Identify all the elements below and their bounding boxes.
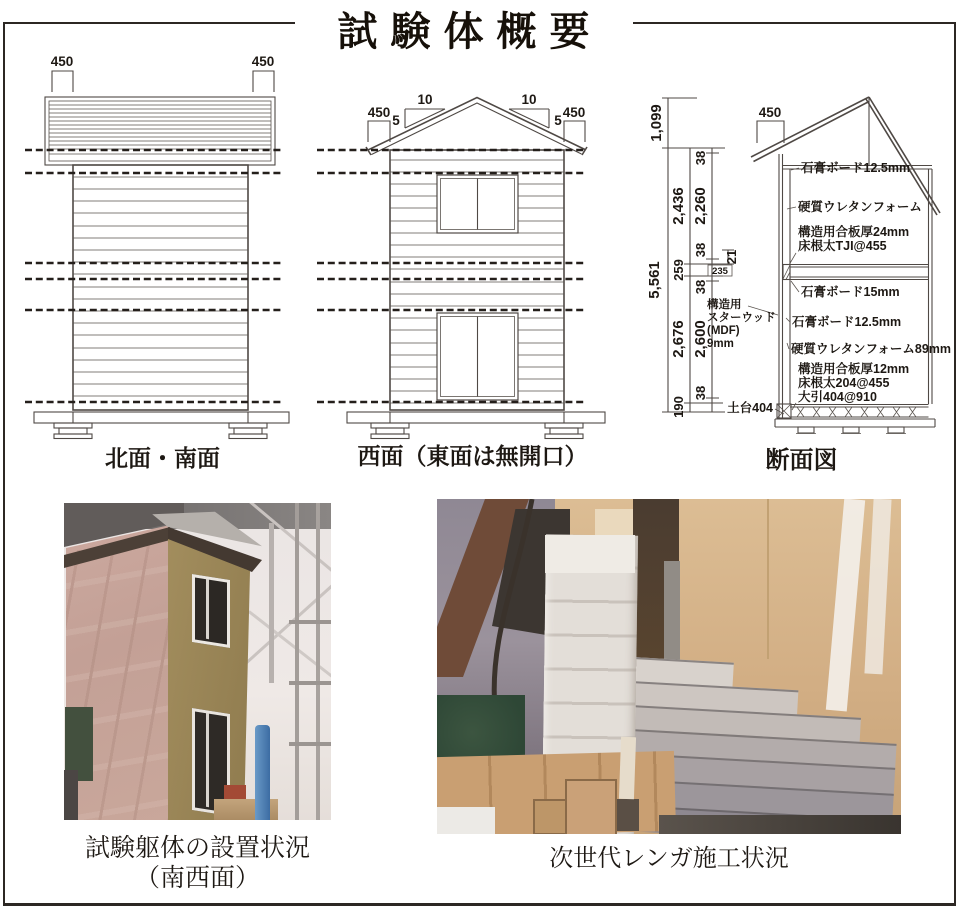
west-pitch-10-left: 10 <box>417 92 433 107</box>
photo-installation <box>64 503 331 820</box>
label-plywood12: 構造用合板厚12mm <box>798 362 910 376</box>
label-urethane89: 硬質ウレタンフォーム89mm <box>791 342 952 356</box>
photo-brick-construction <box>437 499 901 834</box>
dim-38-c: 38 <box>693 279 708 295</box>
drawing-cross-section <box>645 80 958 475</box>
dim-38-b: 38 <box>693 242 708 258</box>
window-lower-mullion <box>206 713 209 807</box>
west-pitch-5-right: 5 <box>554 113 562 128</box>
label-starwood-3: (MDF) <box>707 325 740 337</box>
label-joist204: 床根太204@455 <box>798 376 890 390</box>
truss-vertical <box>269 523 274 683</box>
dim-2436: 2,436 <box>670 187 687 225</box>
ns-base-platform <box>34 412 289 439</box>
frame-top-right <box>633 22 956 24</box>
light-stick <box>619 737 636 799</box>
caption-installation-line2: （南西面） <box>134 864 260 892</box>
caption-north-south: 北面・南面 <box>105 445 220 471</box>
dim-5561: 5,561 <box>646 261 663 299</box>
dim-235: 235 <box>712 266 728 277</box>
west-dim-450-left: 450 <box>367 105 391 120</box>
label-plywood24: 構造用合板厚24mm <box>798 225 910 239</box>
dim-38-d: 38 <box>693 385 708 401</box>
page-title: 試験体概要 <box>337 10 603 54</box>
window-upper <box>192 574 230 648</box>
west-dimension-brackets <box>368 105 586 142</box>
ns-dim-450-left: 450 <box>50 54 74 69</box>
dim-2600: 2,600 <box>692 320 709 358</box>
section-callout-leaders <box>748 168 799 414</box>
label-joist-tji: 床根太TJI@455 <box>798 239 887 253</box>
ns-eave-band <box>45 97 275 165</box>
west-window-lower <box>437 313 518 400</box>
dim-2260: 2,260 <box>692 187 709 225</box>
window-upper-mullion <box>206 579 209 639</box>
dim-21: 21 <box>724 249 739 265</box>
caption-brick: 次世代レンガ施工状況 <box>549 845 789 872</box>
west-window-upper <box>437 175 518 233</box>
ns-wall <box>73 165 248 410</box>
west-dim-450-right: 450 <box>562 105 586 120</box>
dim-1099: 1,099 <box>648 104 665 142</box>
dim-38-a: 38 <box>693 150 708 166</box>
section-dimension-chain <box>646 98 739 418</box>
white-patch-corner <box>437 807 495 834</box>
ns-reference-dashed-lines <box>25 150 282 402</box>
frame-left <box>3 22 5 906</box>
west-pitch-5-left: 5 <box>392 113 400 128</box>
west-base-platform <box>347 412 605 439</box>
scaffold-bars <box>289 563 331 763</box>
label-starwood-1: 構造用 <box>707 299 742 311</box>
drawing-north-south-elevation <box>20 45 305 445</box>
dim-2676: 2,676 <box>670 320 687 358</box>
section-dim-450: 450 <box>758 105 782 120</box>
wood-block-1 <box>565 779 617 834</box>
label-starwood-2: スターウッド <box>707 312 776 324</box>
label-ceiling-gypsum: 石膏ボード12.5mm <box>801 161 911 175</box>
wood-block-2 <box>533 799 567 834</box>
dark-floor-band <box>659 815 901 834</box>
label-urethane: 硬質ウレタンフォーム <box>798 200 922 214</box>
dim-259: 259 <box>671 259 686 281</box>
west-pitch-10-right: 10 <box>521 92 537 107</box>
section-callout-labels <box>707 160 951 415</box>
dim-190: 190 <box>671 396 686 418</box>
label-gypsum15: 石膏ボード15mm <box>801 285 900 299</box>
caption-installation-line1: 試験躯体の設置状況 <box>84 834 310 862</box>
label-wall-gypsum: 石膏ボード12.5mm <box>792 315 902 329</box>
caption-west: 西面（東面は無開口） <box>357 443 588 469</box>
label-sill: 土台404 <box>727 401 773 415</box>
dark-post <box>64 770 78 820</box>
ns-dimension-brackets <box>51 54 275 92</box>
frame-top-left <box>3 22 295 24</box>
drawing-west-elevation <box>315 45 630 445</box>
frame-bottom <box>3 903 956 906</box>
label-starwood-4: 9mm <box>707 338 734 350</box>
caption-section: 断面図 <box>765 447 838 474</box>
blue-pole <box>255 725 270 820</box>
ns-dim-450-right: 450 <box>251 54 275 69</box>
label-girder: 大引404@910 <box>798 390 877 404</box>
